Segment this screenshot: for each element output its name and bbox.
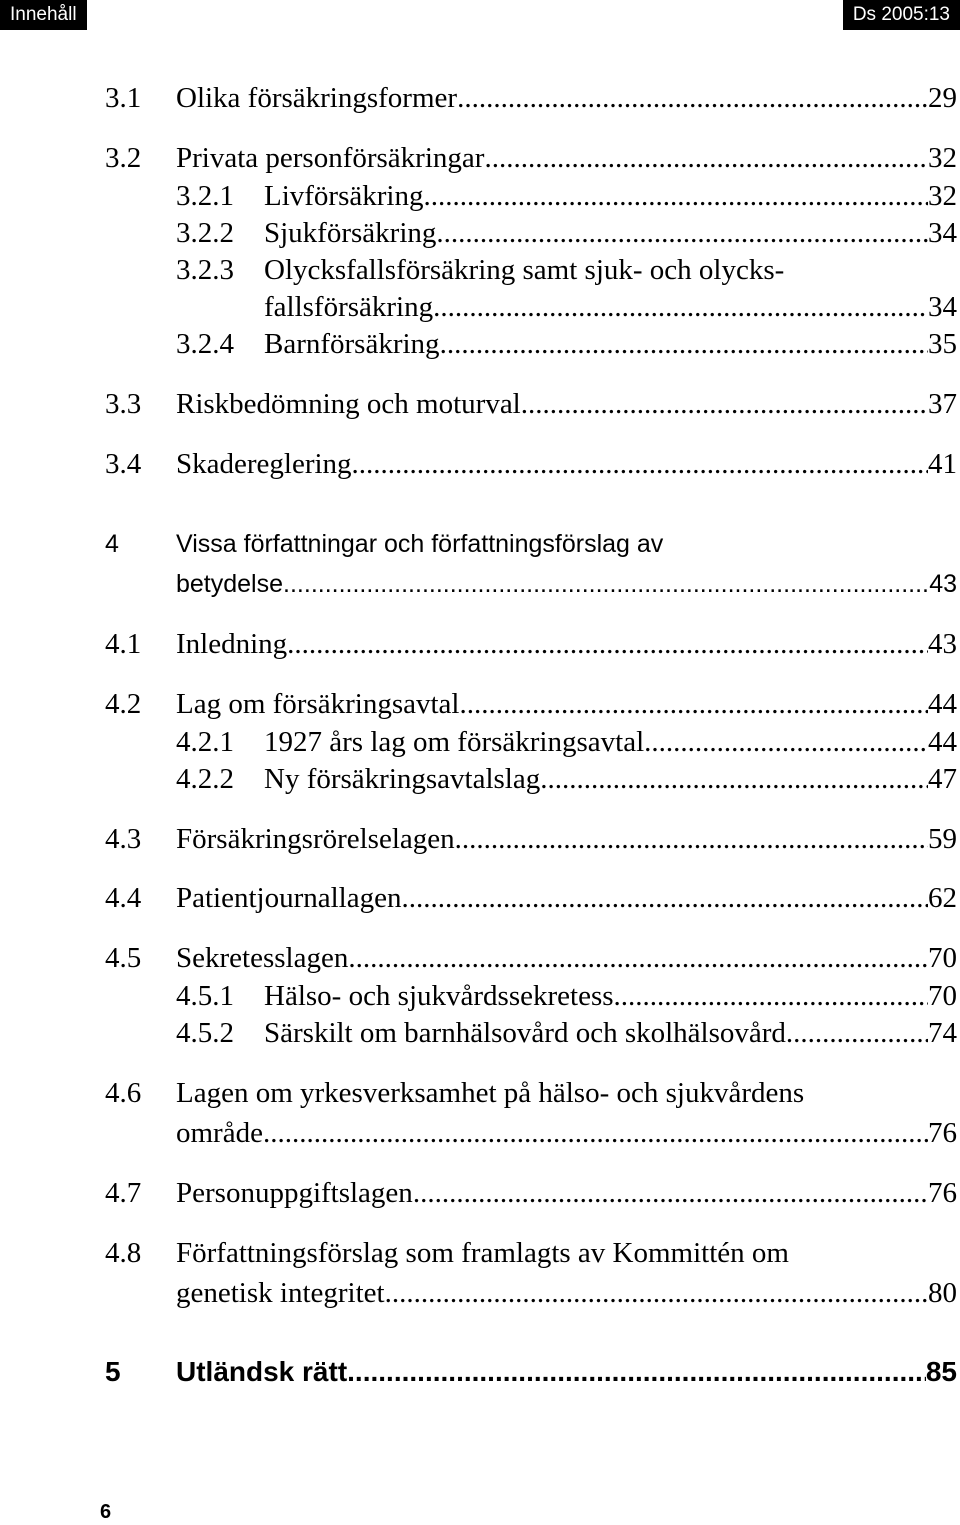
toc-entry-page: 74 — [928, 1017, 957, 1049]
toc-entry-page: 76 — [928, 1177, 957, 1209]
dot-leader — [459, 684, 928, 724]
dot-leader — [644, 722, 928, 762]
dot-leader — [352, 444, 928, 484]
dot-leader — [283, 564, 929, 604]
running-header-document-id: Ds 2005:13 — [843, 0, 960, 30]
toc-entry-title: Försäkringsrörelselagen — [176, 823, 455, 855]
toc-entry-page: 32 — [928, 180, 957, 212]
dot-leader — [436, 213, 928, 253]
toc-entry-title: Livförsäkring — [264, 180, 424, 212]
toc-entry-number: 4.6 — [105, 1077, 142, 1109]
toc-entry-page: 76 — [928, 1117, 957, 1149]
toc-entry-title: Särskilt om barnhälsovård och skolhälsovård — [264, 1017, 786, 1049]
toc-entry-number: 4.3 — [105, 823, 142, 855]
toc-entry[interactable] — [0, 564, 960, 604]
toc-entry-number: 4.2 — [105, 688, 142, 720]
toc-entry[interactable] — [0, 138, 960, 178]
toc-entry-title: Ny försäkringsavtalslag — [264, 763, 541, 795]
toc-entry-page: 35 — [928, 328, 957, 360]
toc-entry[interactable] — [0, 976, 960, 1016]
toc-entry[interactable] — [0, 938, 960, 978]
dot-leader — [263, 1113, 928, 1153]
toc-entry-title: 1927 års lag om försäkringsavtal — [264, 726, 645, 758]
toc-entry-page: 34 — [928, 291, 957, 323]
toc-entry-title: Barnförsäkring — [264, 328, 440, 360]
toc-entry-number: 5 — [105, 1356, 121, 1387]
toc-entry-title: Riskbedömning och moturval — [176, 388, 521, 420]
dot-leader — [540, 759, 928, 799]
toc-entry-page: 70 — [928, 942, 957, 974]
toc-entry-page: 44 — [928, 688, 957, 720]
dot-leader — [457, 78, 928, 118]
dot-leader — [413, 1173, 928, 1213]
toc-entry-page: 80 — [928, 1277, 957, 1309]
toc-entry-title: Sekretesslagen — [176, 942, 349, 974]
toc-entry-title: Skadereglering — [176, 448, 352, 480]
toc-entry-page: 59 — [928, 823, 957, 855]
toc-entry[interactable] — [0, 878, 960, 918]
toc-entry-page: 43 — [929, 570, 957, 598]
toc-entry-title: Vissa författningar och författningsförslag av — [176, 530, 664, 558]
toc-entry-title: Privata personförsäkringar — [176, 142, 485, 174]
toc-entry-number: 4.2.1 — [176, 726, 234, 758]
dot-leader — [455, 819, 928, 859]
dot-leader — [521, 384, 928, 424]
toc-entry-page: 37 — [928, 388, 957, 420]
toc-entry[interactable] — [0, 759, 960, 799]
toc-entry-number: 3.2.4 — [176, 328, 234, 360]
dot-leader — [287, 624, 928, 664]
toc-entry-title: Lagen om yrkesverksamhet på hälso- och sjukvårdens — [176, 1077, 805, 1109]
toc-entry-page: 70 — [928, 980, 957, 1012]
toc-entry-title: Lag om försäkringsavtal — [176, 688, 460, 720]
toc-entry-title: betydelse — [176, 570, 284, 598]
toc-entry[interactable] — [0, 176, 960, 216]
toc-entry[interactable] — [0, 1352, 960, 1392]
dot-leader — [385, 1273, 928, 1313]
toc-entry-number: 4.5 — [105, 942, 142, 974]
toc-entry-title: Sjukförsäkring — [264, 217, 437, 249]
toc-entry-number: 3.2.2 — [176, 217, 234, 249]
dot-leader — [423, 176, 928, 216]
toc-entry[interactable] — [0, 1273, 960, 1313]
toc-entry-number: 3.2.1 — [176, 180, 234, 212]
toc-entry-title: Personuppgiftslagen — [176, 1177, 413, 1209]
toc-entry-number: 3.3 — [105, 388, 142, 420]
toc-entry-page: 85 — [925, 1356, 957, 1387]
toc-entry[interactable] — [0, 524, 960, 564]
toc-entry-title: Utländsk rätt — [176, 1356, 348, 1387]
toc-entry-title: Olycksfallsförsäkring samt sjuk- och olycks- — [264, 254, 785, 286]
toc-entry-title: fallsförsäkring — [264, 291, 434, 323]
toc-entry[interactable] — [0, 78, 960, 118]
toc-entry-page: 29 — [928, 82, 957, 114]
toc-entry[interactable] — [0, 819, 960, 859]
toc-entry-title: Olika försäkringsformer — [176, 82, 458, 114]
toc-entry[interactable] — [0, 722, 960, 762]
toc-entry-title: Patientjournallagen — [176, 882, 402, 914]
dot-leader — [402, 878, 929, 918]
toc-entry-number: 3.1 — [105, 82, 142, 114]
toc-entry[interactable] — [0, 213, 960, 253]
toc-entry-page: 41 — [928, 448, 957, 480]
toc-entry-number: 3.2 — [105, 142, 142, 174]
toc-entry[interactable] — [0, 1173, 960, 1213]
dot-leader — [484, 138, 928, 178]
toc-entry-number: 4.1 — [105, 628, 142, 660]
toc-entry-page: 32 — [928, 142, 957, 174]
toc-entry[interactable] — [0, 384, 960, 424]
toc-entry[interactable] — [0, 1113, 960, 1153]
toc-entry[interactable] — [0, 1073, 960, 1113]
dot-leader — [433, 287, 928, 327]
toc-entry[interactable] — [0, 324, 960, 364]
toc-entry-number: 3.2.3 — [176, 254, 234, 286]
page-number: 6 — [100, 1501, 112, 1523]
toc-entry-number: 4.5.1 — [176, 980, 234, 1012]
toc-entry-page: 47 — [928, 763, 957, 795]
toc-entry-title: Inledning — [176, 628, 288, 660]
dot-leader — [614, 976, 928, 1016]
toc-entry-title: Hälso- och sjukvårdssekretess — [264, 980, 614, 1012]
dot-leader — [348, 938, 928, 978]
toc-entry-title: område — [176, 1117, 263, 1149]
toc-entry-number: 4.8 — [105, 1237, 142, 1269]
toc-entry[interactable] — [0, 1233, 960, 1273]
toc-entry-page: 62 — [928, 882, 957, 914]
toc-entry-title: Författningsförslag som framlagts av Kommittén om — [176, 1237, 789, 1269]
toc-entry[interactable] — [0, 684, 960, 724]
dot-leader — [440, 324, 928, 364]
toc-entry-page: 34 — [928, 217, 957, 249]
toc-entry[interactable] — [0, 624, 960, 664]
dot-leader — [786, 1013, 928, 1053]
toc-entry[interactable] — [0, 444, 960, 484]
toc-entry[interactable] — [0, 1013, 960, 1053]
toc-entry-number: 4 — [105, 530, 119, 558]
toc-entry-number: 4.5.2 — [176, 1017, 234, 1049]
toc-entry-number: 4.2.2 — [176, 763, 234, 795]
toc-entry-page: 43 — [928, 628, 957, 660]
toc-entry-number: 3.4 — [105, 448, 142, 480]
toc-entry[interactable] — [0, 250, 960, 290]
toc-entry-number: 4.4 — [105, 882, 142, 914]
toc-entry[interactable] — [0, 287, 960, 327]
running-header-section: Innehåll — [0, 0, 87, 30]
dot-leader — [347, 1352, 926, 1392]
toc-entry-number: 4.7 — [105, 1177, 142, 1209]
toc-entry-title: genetisk integritet — [176, 1277, 385, 1309]
toc-entry-page: 44 — [928, 726, 957, 758]
